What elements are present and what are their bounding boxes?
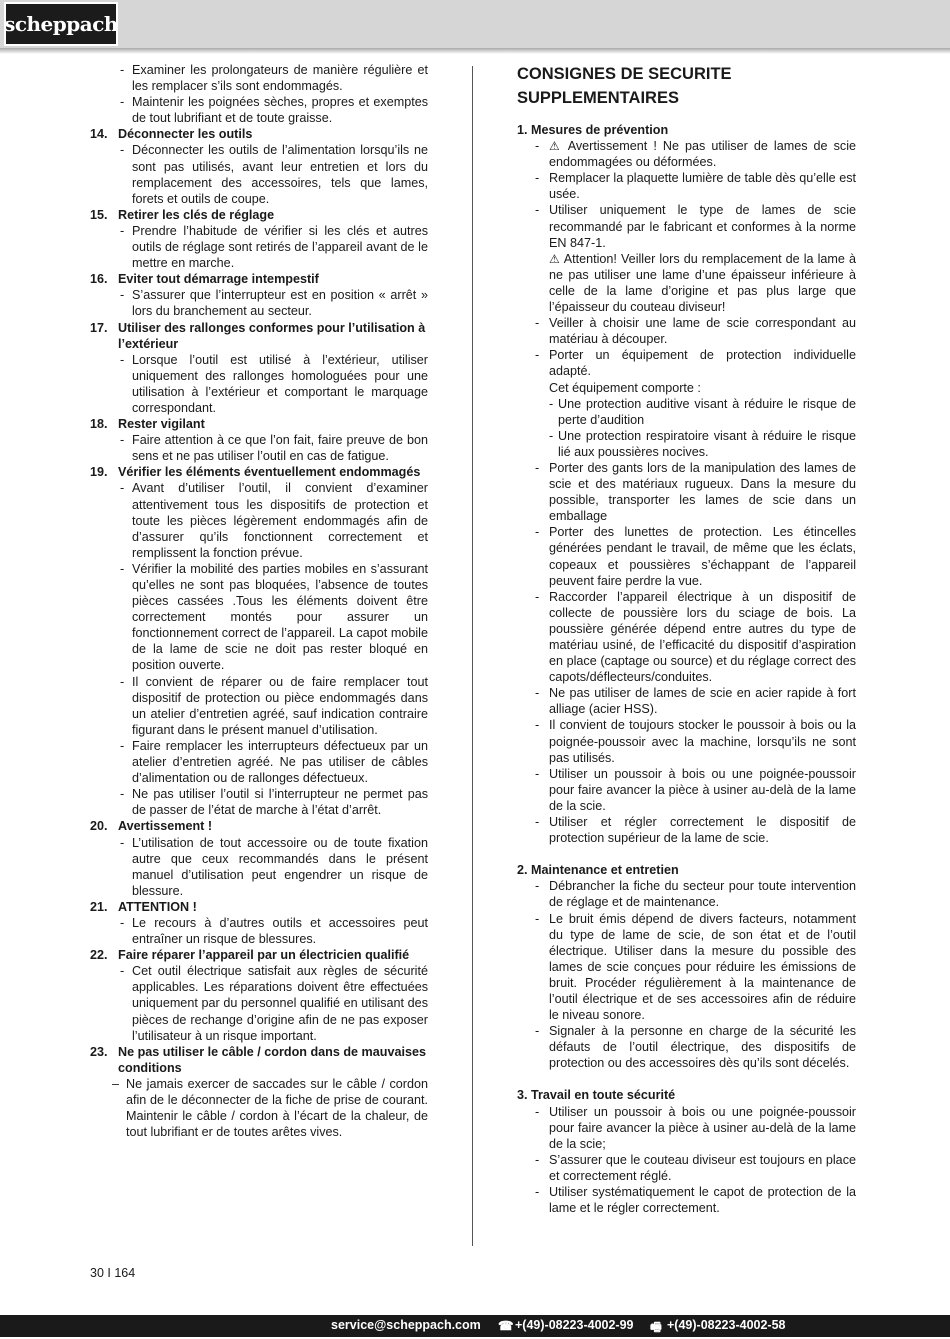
footer-phone[interactable]: +(49)-08223-4002-99 (515, 1318, 634, 1332)
footer-bar (0, 1315, 950, 1337)
list-item: - Le recours à d’autres outils et accessoires peut entraîner un risque de blessures. (118, 915, 428, 947)
phone-icon: ☎ (498, 1319, 514, 1333)
item-number: 23. (90, 1044, 108, 1059)
fax-icon: 🖷 (650, 1320, 662, 1334)
list-item: - Ne pas utiliser l’outil si l’interrupteur ne permet pas de passer de l’état de marche à l’état d’arrêt. (118, 786, 428, 818)
column-divider (472, 66, 473, 1246)
item-number: 15. (90, 207, 108, 222)
list-item: - Remplacer la plaquette lumière de table dès qu’elle est usée. (517, 170, 856, 202)
list-item: - L’utilisation de tout accessoire ou de toute fixation autre que ceux recommandés dans le présent manuel d’utilisation peut engendrer un risque de blessure. (118, 835, 428, 899)
item-22 (90, 947, 428, 1044)
list-item: - Avant d’utiliser l’outil, il convient d’examiner attentivement tous les dispositifs de protection et toute les pièces légèrement endommagés afin de d’assurer qu’ils fonctionnent correctement et remplissent la fonction prévue. (118, 480, 428, 560)
list-item: - Utiliser systématiquement le capot de protection de la lame et le régler correctement. (517, 1184, 856, 1216)
list-item: - Vérifier la mobilité des parties mobiles en s’assurant qu’elles ne sont pas bloquées, l’absence de toutes pièces cassées .Tous les éléments doivent être correctement montés pour assurer un fonctionnement correct de l’appareil. La capot mobile de la lame de scie ne doit pas rester bloqué en position ouverte. (118, 561, 428, 674)
item-number: 16. (90, 272, 108, 287)
item-number: 17. (90, 320, 108, 335)
list-item: - Déconnecter les outils de l’alimentation lorsqu’ils ne sont pas utilisés, avant leur entretien et lors du remplacement des accessoires, tels que lames, forets et outils de coupe. (118, 142, 428, 206)
item-number: 14. (90, 127, 108, 142)
item-title: ATTENTION ! (118, 899, 197, 914)
list-item: - Utiliser uniquement le type de lames de scie recommandé par le fabricant et conformes à la norme EN 847-1. (517, 202, 856, 250)
list-item: - Lorsque l’outil est utilisé à l’extérieur, utiliser uniquement des rallonges homologuées pour une utilisation à l’extérieur et comportant le marquage correspondant. (118, 352, 428, 416)
item-title: Avertissement ! (118, 819, 213, 834)
list-item: - Utiliser un poussoir à bois ou une poignée-poussoir pour faire avancer la pièce à usiner au-delà de la lame de la scie. (517, 766, 856, 814)
list-item: - Cet outil électrique satisfait aux règles de sécurité applicables. Les réparations doivent être effectuées uniquement par du personnel qualifié en utilisant des pièces de rechange d’origine afin de ne pas exposer l’utilisateur à un risque important. (118, 963, 428, 1043)
item-15 (90, 207, 428, 271)
item-title: Faire réparer l’appareil par un électricien qualifié (118, 948, 410, 963)
item-19 (90, 464, 428, 818)
list-item: - Débrancher la fiche du secteur pour toute intervention de réglage et de maintenance. (517, 878, 856, 910)
list-item: - Faire attention à ce que l’on fait, faire preuve de bon sens et ne pas utiliser l’outil en cas de fatigue. (118, 432, 428, 464)
list-item: - S’assurer que le couteau diviseur est toujours en place et correctement réglé. (517, 1152, 856, 1184)
section-title: CONSIGNES DE SECURITE SUPPLEMENTAIRES (517, 65, 732, 107)
list-item: - Signaler à la personne en charge de la sécurité les défauts de l’outil électrique, des dispositifs de protection ou des accessoires dès qu’ils sont décelés. (517, 1023, 856, 1071)
list-item-text: Avertissement ! Ne pas utiliser de lames de scie endommagées ou déformées. (549, 139, 857, 170)
item-14 (90, 126, 428, 206)
item-title: Utiliser des rallonges conformes pour l’utilisation à l’extérieur (118, 320, 426, 351)
list-item: - Prendre l’habitude de vérifier si les clés et autres outils de réglage sont retirés de l’appareil avant de le mettre en marche. (118, 223, 428, 271)
list-item: - Maintenir les poignées sèches, propres et exemptes de tout lubrifiant et de toute graisse. (118, 94, 428, 126)
list-item: - Le bruit émis dépend de divers facteurs, notamment du type de lame de scie, de son état et de l’outil électrique. Utiliser dans la mesure du possible des lames de scie conçues pour réduire les émissions de bruit. Procéder régulièrement à la maintenance de l’outil électrique et de ses accessoires afin de réduire le niveau sonore. (517, 911, 856, 1024)
list-item: - Utiliser et régler correctement le dispositif de protection supérieur de la lame de scie. (517, 814, 856, 846)
page-number: 30 I 164 (90, 1266, 136, 1280)
list-item-note (517, 251, 856, 315)
left-column (90, 62, 428, 1140)
list-item: - Porter des gants lors de la manipulation des lames de scie et des matériaux rugueux. Dans la mesure du possible, transporter les lames de scie dans un emballage (517, 460, 856, 524)
list-item: - S’assurer que l’interrupteur est en position « arrêt » lors du branchement au secteur. (118, 287, 428, 319)
sub-list-item: - Une protection auditive visant à réduire le risque de perte d’audition (517, 396, 856, 428)
sub-list-item: - Une protection respiratoire visant à réduire le risque lié aux poussières nocives. (517, 428, 856, 460)
list-item: - Examiner les prolongateurs de manière régulière et les remplacer s’ils sont endommagés. (118, 62, 428, 94)
item-number: 21. (90, 899, 108, 914)
right-column (517, 62, 856, 1216)
warning-icon: ⚠ (549, 251, 561, 266)
item-21 (90, 899, 428, 947)
list-item: - Il convient de toujours stocker le poussoir à bois ou la poignée-poussoir avec la machine, lorsqu’ils ne sont pas utilisés. (517, 717, 856, 765)
header-shadow (0, 48, 950, 54)
footer-fax[interactable]: +(49)-08223-4002-58 (667, 1318, 786, 1332)
footer-email[interactable]: service@scheppach.com (331, 1318, 481, 1332)
item-title: Ne pas utiliser le câble / cordon dans de mauvaises conditions (118, 1044, 426, 1075)
spacer (517, 846, 856, 862)
subsection-heading: 3. Travail en toute sécurité (517, 1088, 676, 1103)
list-item: - Veiller à choisir une lame de scie correspondant au matériau à découper. (517, 315, 856, 347)
item-number: 18. (90, 417, 108, 432)
subsection-heading: 2. Maintenance et entretien (517, 863, 679, 878)
item-title: Déconnecter les outils (118, 127, 253, 142)
list-item-note: Cet équipement comporte : (549, 380, 701, 395)
header-bar (0, 0, 950, 48)
list-item: - Porter un équipement de protection individuelle adapté. (517, 347, 856, 379)
item-23 (90, 1044, 428, 1076)
spacer (517, 1071, 856, 1087)
list-item: - Il convient de réparer ou de faire remplacer tout dispositif de protection ou pièce endommagés dans un atelier d’entretien agréé, sauf indication contraire figurant dans le présent manuel d’utilisation. (118, 674, 428, 738)
item-title: Eviter tout démarrage intempestif (118, 272, 319, 287)
item-18 (90, 416, 428, 464)
list-item: - Ne pas utiliser de lames de scie en acier rapide à fort alliage (acier HSS). (517, 685, 856, 717)
item-17 (90, 320, 428, 417)
list-item (517, 138, 856, 170)
list-item-text: Attention! Veiller lors du remplacement de la lame à ne pas utiliser une lame d’une épaisseur inférieure à celle de la lame d’origine et pas plus large que l’épaisseur du couteau diviseur! (549, 251, 856, 315)
item-20 (90, 818, 428, 898)
warning-icon: ⚠ (549, 139, 563, 154)
subsection-heading: 1. Mesures de prévention (517, 123, 669, 137)
list-item: - Faire remplacer les interrupteurs défectueux par un atelier d’entretien agréé. Ne pas utiliser de câbles d’alimentation ou de rallonges défectueux. (118, 738, 428, 786)
item-number: 19. (90, 465, 108, 480)
item-title: Vérifier les éléments éventuellement endommagés (118, 465, 421, 480)
item-16 (90, 271, 428, 319)
list-item: - Raccorder l’appareil électrique à un dispositif de collecte de poussière lors du sciage de bois. La poussière générée dépend entre autres du type de matériau usiné, de l’efficacité du dispositif d’aspiration en place (captage ou source) et du réglage correct des capots/déflecteurs/conduites. (517, 589, 856, 686)
item-title: Rester vigilant (118, 417, 205, 432)
brand-logo (4, 2, 118, 46)
list-item: - Porter des lunettes de protection. Les étincelles générées pendant le travail, de même que les éclats, copeaux et poussières s’échappant de l’appareil peuvent faire perdre la vue. (517, 524, 856, 588)
item-number: 22. (90, 948, 108, 963)
intro-list (90, 62, 428, 126)
list-item: - Utiliser un poussoir à bois ou une poignée-poussoir pour faire avancer la pièce à usiner au-delà de la lame de la scie; (517, 1104, 856, 1152)
item-number: 20. (90, 819, 108, 834)
item-title: Retirer les clés de réglage (118, 207, 275, 222)
brand-name: scheppach (4, 12, 118, 36)
list-item: – Ne jamais exercer de saccades sur le câble / cordon afin de le déconnecter de la fiche de prise de courant. Maintenir le câble / cordon à l’écart de la chaleur, de tout lubrifiant er de toutes arêtes vives. (90, 1076, 428, 1140)
